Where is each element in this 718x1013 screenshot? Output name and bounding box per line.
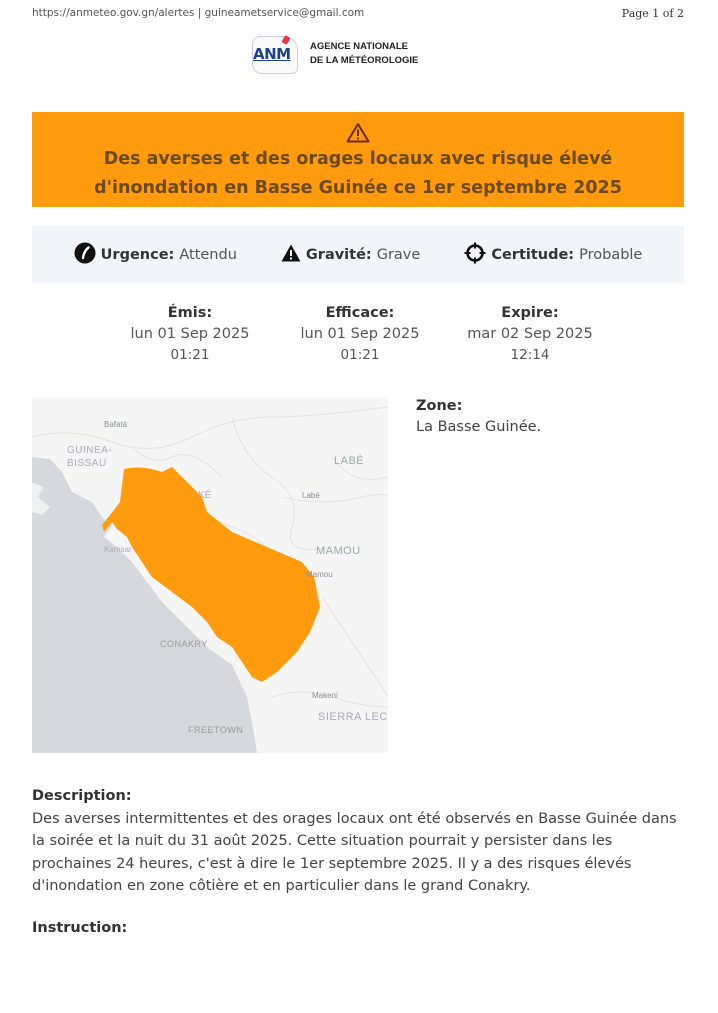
map-label-mamou-region: MAMOU <box>316 545 361 557</box>
alert-title-line-2: d'inondation en Basse Guinée ce 1er septembre 2025 <box>94 178 622 198</box>
alert-zone-map[interactable] <box>32 397 388 753</box>
logo-text <box>310 40 418 68</box>
zone-value: La Basse Guinée. <box>416 419 542 435</box>
severity-item <box>281 244 420 266</box>
certainty-value: Probable <box>579 246 643 263</box>
certainty-label: Certitude: <box>491 246 575 263</box>
map-label-mamou-city: Mamou <box>306 570 333 579</box>
issued-label: Émis: <box>167 305 213 321</box>
zone-section <box>416 396 541 438</box>
map-label-makeni: Makeni <box>312 691 338 700</box>
map-label-labe-region: LABÉ <box>334 455 365 467</box>
zone-label: Zone: <box>416 398 463 414</box>
alert-banner <box>32 112 684 207</box>
effective-day: lun 01 Sep 2025 <box>300 326 420 342</box>
map-label-boke: KÉ <box>198 490 212 501</box>
map-label-freetown: FREETOWN <box>188 725 244 735</box>
map-label-kamsar: Kamsar <box>104 545 132 554</box>
alert-title <box>32 145 684 203</box>
effective-label: Efficace: <box>325 305 395 321</box>
alert-title-line-1: Des averses et des orages locaux avec risque élevé <box>103 149 613 169</box>
effective-date <box>280 303 440 366</box>
clock-icon <box>74 242 96 268</box>
warning-triangle-icon <box>346 122 370 147</box>
alert-meta-bar <box>32 226 684 283</box>
map-label-sierra-leone: SIERRA LEC <box>318 711 388 723</box>
alert-dates <box>110 303 610 366</box>
map-label-labe-city: Labé <box>302 491 320 500</box>
urgency-value: Attendu <box>179 246 237 263</box>
issued-time: 01:21 <box>170 347 210 363</box>
expires-date <box>450 303 610 366</box>
expires-day: mar 02 Sep 2025 <box>467 326 593 342</box>
description-text: Des averses intermittentes et des orages locaux ont été observés en Basse Guinée dans la soirée et la nuit du 31 août 2025. Cette situation pourrait y persister dans les prochaines 24 heures, c'est à dire le 1er septembre 2025. Il y a des risques élevés d'inondation en zone côtière et en particulier dans le grand Conakry. <box>32 810 677 894</box>
logo-abbr: ANM <box>253 45 291 63</box>
urgency-item <box>74 242 237 268</box>
map-label-guinea-bissau-1: GUINEA- <box>67 445 113 456</box>
anm-logo-icon <box>250 34 298 74</box>
expires-time: 12:14 <box>510 347 550 363</box>
map-label-conakry: CONAKRY <box>160 639 208 649</box>
map-label-guinea-bissau-2: BISSAU <box>67 458 107 469</box>
expires-label: Expire: <box>501 305 559 321</box>
agency-logo <box>250 33 462 75</box>
description-label: Description: <box>32 788 132 804</box>
severity-label: Gravité: <box>305 246 372 263</box>
crosshair-icon <box>464 242 486 268</box>
instruction-label: Instruction: <box>32 920 128 936</box>
issued-day: lun 01 Sep 2025 <box>130 326 250 342</box>
urgency-label: Urgence: <box>100 246 175 263</box>
logo-line-2: DE LA MÉTÉOROLOGIE <box>310 55 419 66</box>
logo-line-1: AGENCE NATIONALE <box>310 41 408 52</box>
warning-icon <box>281 244 301 266</box>
certainty-item <box>464 242 642 268</box>
map-label-bafata: Bafatá <box>104 420 128 429</box>
effective-time: 01:21 <box>340 347 380 363</box>
header-url-contact: https://anmeteo.gov.gn/alertes | guineametservice@gmail.com <box>32 7 365 19</box>
description-section <box>32 785 687 898</box>
severity-value: Grave <box>376 246 421 263</box>
issued-date <box>110 303 270 366</box>
page-indicator: Page 1 of 2 <box>621 7 684 20</box>
